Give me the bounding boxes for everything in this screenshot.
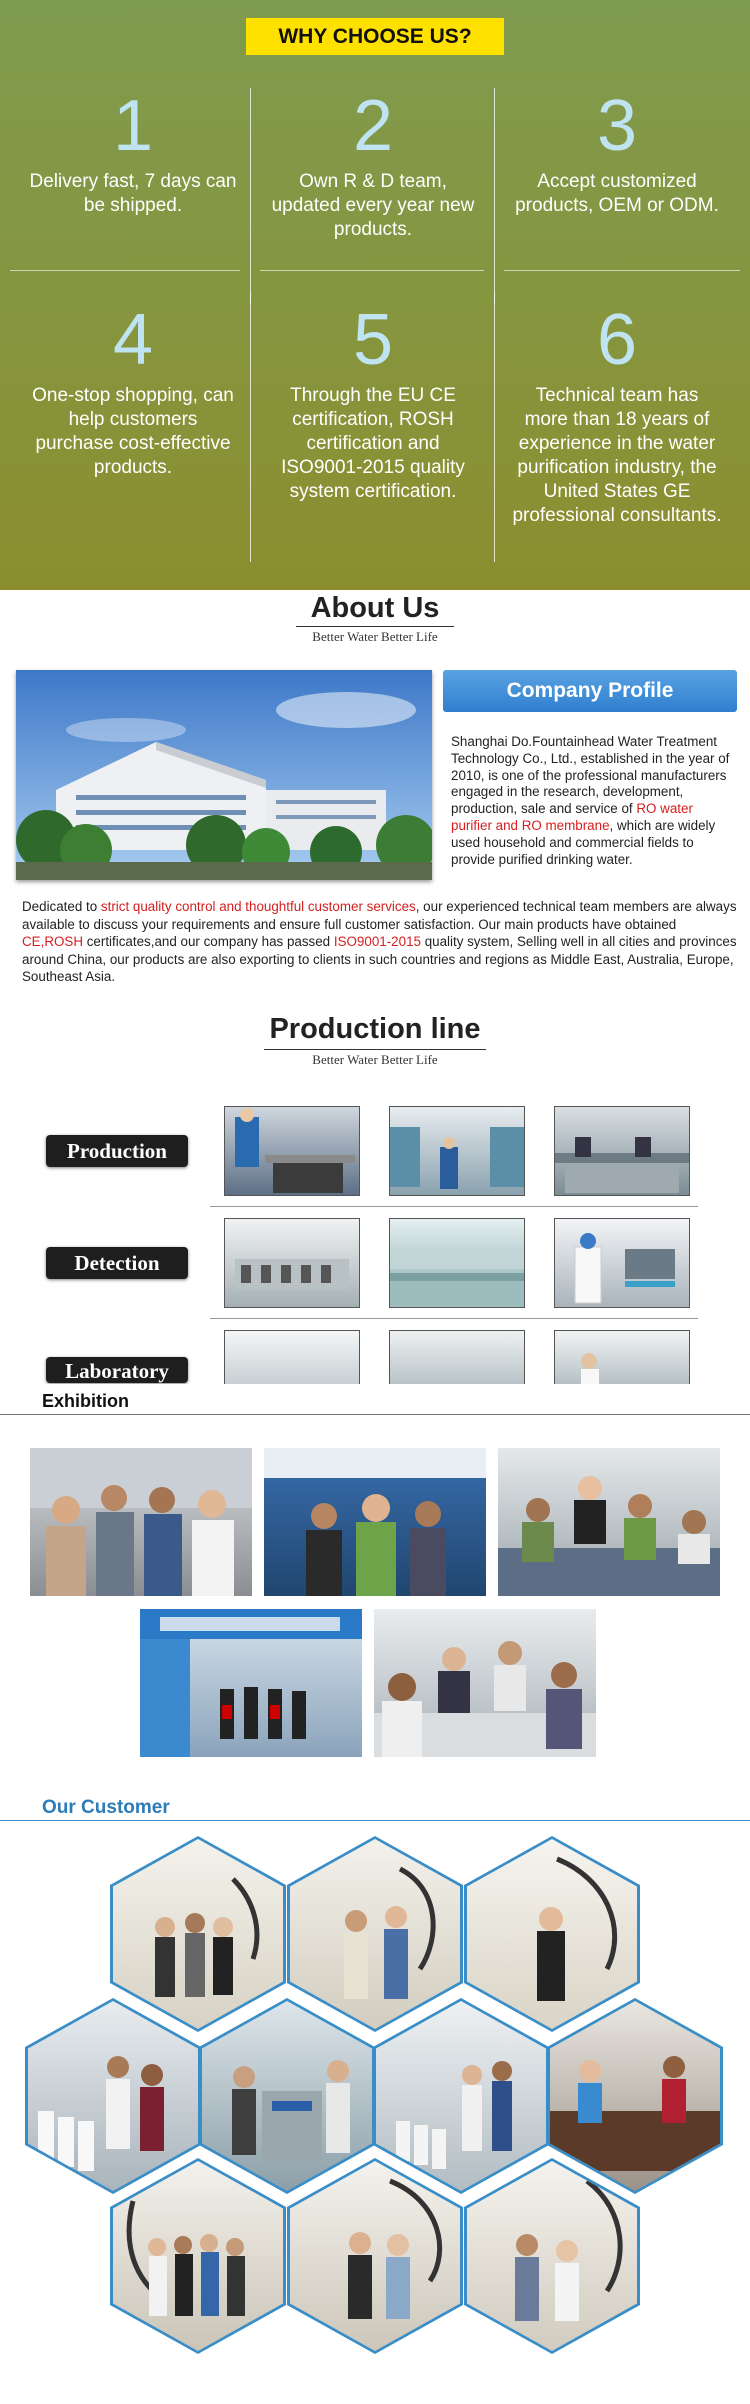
exhibition-photo-2: [264, 1448, 486, 1596]
customer-photo-hex: [373, 1998, 549, 2194]
why-item-4: [18, 300, 248, 480]
about-text-part: quality system, Selling well in all cities and provinces around China, our products are also exporting to clients in such countries and regions as Middle East, Australia, Europe, Southeast Asia.: [22, 934, 737, 985]
laboratory-photo: [389, 1330, 525, 1385]
customer-photo-hex: [547, 1998, 723, 2194]
about-text-part: Dedicated to: [22, 899, 101, 914]
title-underline: [264, 1049, 486, 1050]
row-divider: [210, 1206, 698, 1207]
company-profile-text: [451, 734, 735, 868]
title-underline: [296, 626, 454, 627]
customer-photo-hex: [110, 1836, 286, 2032]
about-text-highlight: CE,ROSH: [22, 934, 84, 950]
production-line-subtitle: Better Water Better Life: [312, 1052, 438, 1067]
exhibition-photo-3: [498, 1448, 720, 1596]
why-item-number: 1: [112, 86, 154, 166]
laboratory-photo: [554, 1330, 690, 1385]
why-item-6: [502, 300, 732, 528]
our-customer-label: Our Customer: [42, 1797, 170, 1818]
production-line-title: Production line: [269, 1013, 481, 1045]
exhibition-label: Exhibition: [42, 1391, 129, 1411]
why-item-1: [18, 86, 248, 218]
company-building-photo: [16, 670, 432, 880]
customer-photo-hex: [464, 1836, 640, 2032]
row-divider: [210, 1318, 698, 1319]
customer-photo-hex: [287, 2158, 463, 2354]
detection-photo: [554, 1218, 690, 1308]
profile-text-highlight: RO water purifier and RO membrane: [451, 801, 693, 833]
customer-photo-hex: [25, 1998, 201, 2194]
about-text-part: certificates,and our company has passed: [83, 934, 334, 950]
grid-divider: [250, 88, 251, 303]
customer-photo-hex: [464, 2158, 640, 2354]
exhibition-photo-4: [140, 1609, 362, 1757]
about-paragraph: [22, 898, 738, 986]
about-text-part: , our experienced technical team members are always available to discuss your requirements and ensure full customer satisfaction. Our main products have obtained: [22, 899, 737, 932]
exhibition-photo-1: [30, 1448, 252, 1596]
why-item-number: 2: [352, 86, 394, 166]
detection-photo: [389, 1218, 525, 1308]
customer-photo-hex: [110, 2158, 286, 2354]
our-customer-rule: [0, 1820, 750, 1821]
grid-divider: [250, 292, 251, 562]
production-photo: [554, 1106, 690, 1196]
production-photo: [389, 1106, 525, 1196]
why-item-text: Own R & D team, updated every year new products.: [271, 171, 475, 240]
detection-photo: [224, 1218, 360, 1308]
about-text-highlight: ISO9001-2015: [333, 934, 421, 950]
why-item-text: Technical team has more than 18 years of experience in the water purification industry, the United States GE professional consultants.: [512, 385, 722, 526]
customer-photo-hex: [199, 1998, 375, 2194]
laboratory-row-label: Laboratory: [46, 1357, 188, 1383]
production-photo: [224, 1106, 360, 1196]
production-row-label: Production: [46, 1135, 188, 1167]
exhibition-rule: [0, 1414, 750, 1415]
customer-photo-hex: [287, 1836, 463, 2032]
detection-row-label: Detection: [46, 1247, 188, 1279]
exhibition-photo-5: [374, 1609, 596, 1757]
why-item-2: [258, 86, 488, 242]
profile-text-part: , which are widely used household and commercial fields to provide purified drinking water.: [451, 817, 716, 867]
why-item-number: 3: [596, 86, 638, 166]
grid-divider: [494, 292, 495, 562]
why-item-text: Through the EU CE certification, ROSH certification and ISO9001-2015 quality system certification.: [281, 385, 465, 502]
about-text-highlight: strict quality control and thoughtful customer services: [100, 899, 416, 914]
grid-divider: [494, 88, 495, 303]
why-item-text: Accept customized products, OEM or ODM.: [515, 171, 719, 216]
why-choose-us-section: [0, 0, 750, 590]
about-us-subtitle: Better Water Better Life: [312, 629, 438, 644]
grid-divider: [504, 270, 740, 271]
profile-text-part: Shanghai Do.Fountainhead Water Treatment Technology Co., Ltd., established in the year of 2010, is one of the professional manufacturers engaged in the research, development, production, sale and service of: [451, 734, 730, 817]
why-item-text: Delivery fast, 7 days can be shipped.: [29, 171, 237, 216]
grid-divider: [260, 270, 484, 271]
company-profile-button[interactable]: Company Profile: [443, 670, 737, 712]
about-us-title: About Us: [310, 592, 440, 624]
laboratory-photo: [224, 1330, 360, 1385]
why-item-number: 5: [352, 300, 394, 380]
why-item-3: [502, 86, 732, 218]
grid-divider: [10, 270, 240, 271]
why-item-5: [258, 300, 488, 504]
why-choose-us-badge: WHY CHOOSE US?: [246, 18, 504, 55]
why-item-number: 4: [112, 300, 154, 380]
why-item-number: 6: [596, 300, 638, 380]
why-item-text: One-stop shopping, can help customers purchase cost-effective products.: [32, 385, 234, 478]
